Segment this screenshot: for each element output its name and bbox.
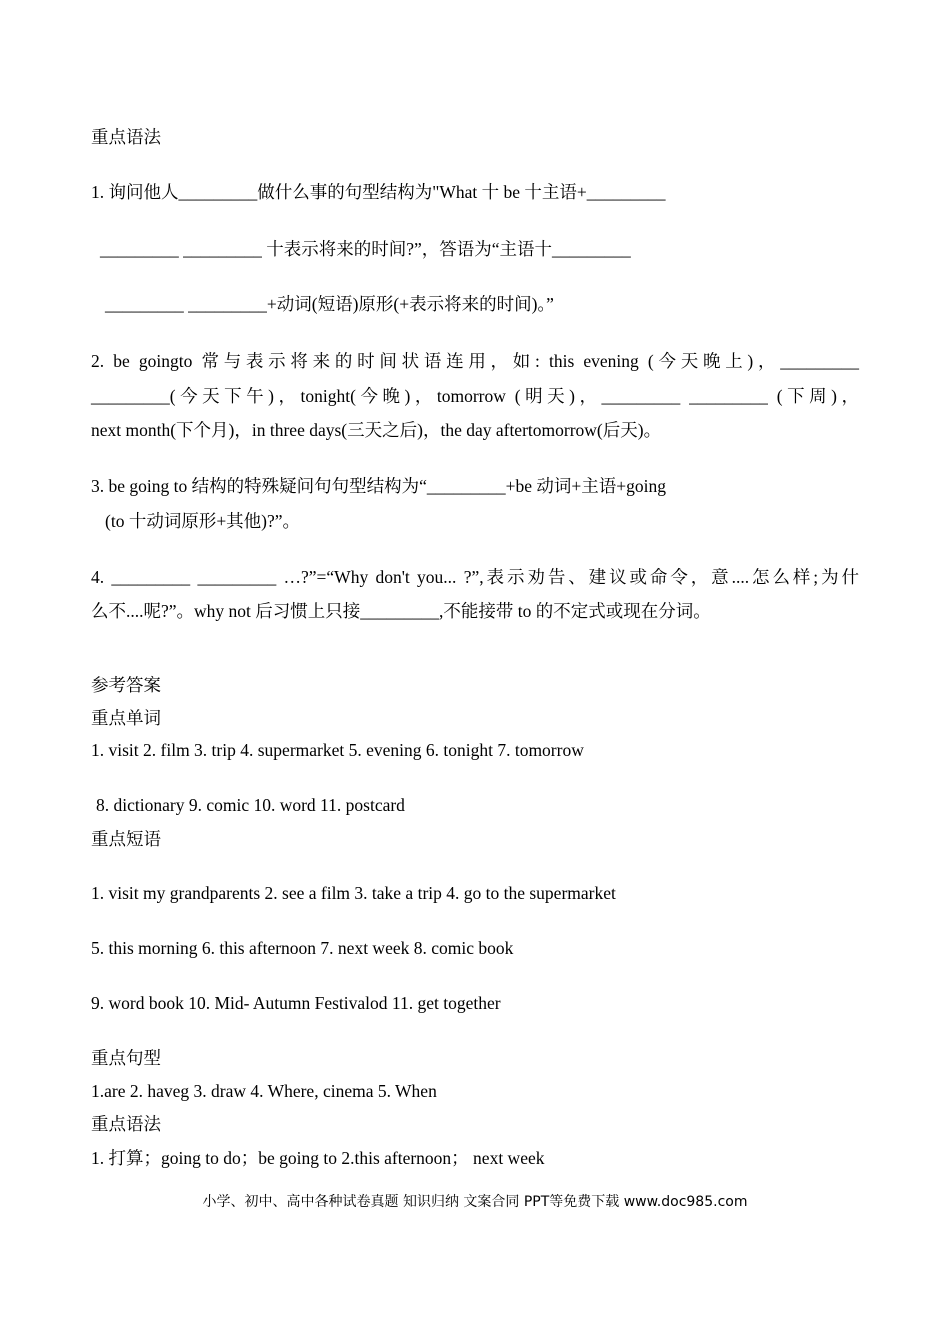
grammar-item-1-line-3: _________ _________+动词(短语)原形(+表示将来的时间)。” — [105, 294, 554, 314]
answers-phrases-heading: 重点短语 — [91, 829, 161, 849]
grammar-item-4-line-2: 么不....呢?”。why not 后习惯上只接_________,不能接带 to 的不定式或现在分词。 — [91, 601, 711, 621]
answers-words-heading: 重点单词 — [91, 708, 161, 728]
grammar-item-1-line-2: _________ _________ 十表示将来的时间?”，答语为“主语十_________ — [100, 239, 631, 259]
grammar-item-3-line-1: 3. be going to 结构的特殊疑问句句型结构为“_________+be 动词+主语+going — [91, 476, 666, 496]
answers-grammar-line-1: 1. 打算；going to do；be going to 2.this afternoon； next week — [91, 1148, 545, 1168]
answers-phrases-line-3: 9. word book 10. Mid- Autumn Festivalod 11. get together — [91, 993, 501, 1013]
grammar-item-2-line-1: 2. be goingto 常与表示将来的时间状语连用，如: this evening (今天晚上)，_________ — [91, 351, 859, 371]
grammar-item-2-line-2: _________(今天下午)，tonight(今晚)，tomorrow (明天)，_________ _________ (下周)， — [91, 386, 859, 406]
grammar-item-4-line-1: 4. _________ _________ …?”=“Why don't you... ?”,表示劝告、建议或命令，意....怎么样;为什 — [91, 567, 859, 587]
answers-sentences-heading: 重点句型 — [91, 1048, 161, 1068]
grammar-item-1-line-1: 1. 询问他人_________做什么事的句型结构为"What 十 be 十主语+_________ — [91, 182, 666, 202]
answers-grammar-heading: 重点语法 — [91, 1114, 161, 1134]
page-footer: 小学、初中、高中各种试卷真题 知识归纳 文案合同 PPT等免费下载 www.doc985.com — [202, 1194, 748, 1210]
answers-words-line-2: 8. dictionary 9. comic 10. word 11. postcard — [96, 795, 405, 815]
answers-phrases-line-1: 1. visit my grandparents 2. see a film 3. take a trip 4. go to the supermarket — [91, 883, 616, 903]
grammar-item-2-line-3: next month(下个月)，in three days(三天之后)，the day aftertomorrow(后天)。 — [91, 420, 662, 440]
grammar-heading: 重点语法 — [91, 127, 161, 147]
grammar-item-3-line-2: (to 十动词原形+其他)?”。 — [105, 511, 301, 531]
answers-title: 参考答案 — [91, 675, 161, 695]
answers-phrases-line-2: 5. this morning 6. this afternoon 7. next week 8. comic book — [91, 938, 514, 958]
answers-words-line-1: 1. visit 2. film 3. trip 4. supermarket 5. evening 6. tonight 7. tomorrow — [91, 740, 584, 760]
answers-sentences-line-1: 1.are 2. haveg 3. draw 4. Where, cinema 5. When — [91, 1081, 437, 1101]
